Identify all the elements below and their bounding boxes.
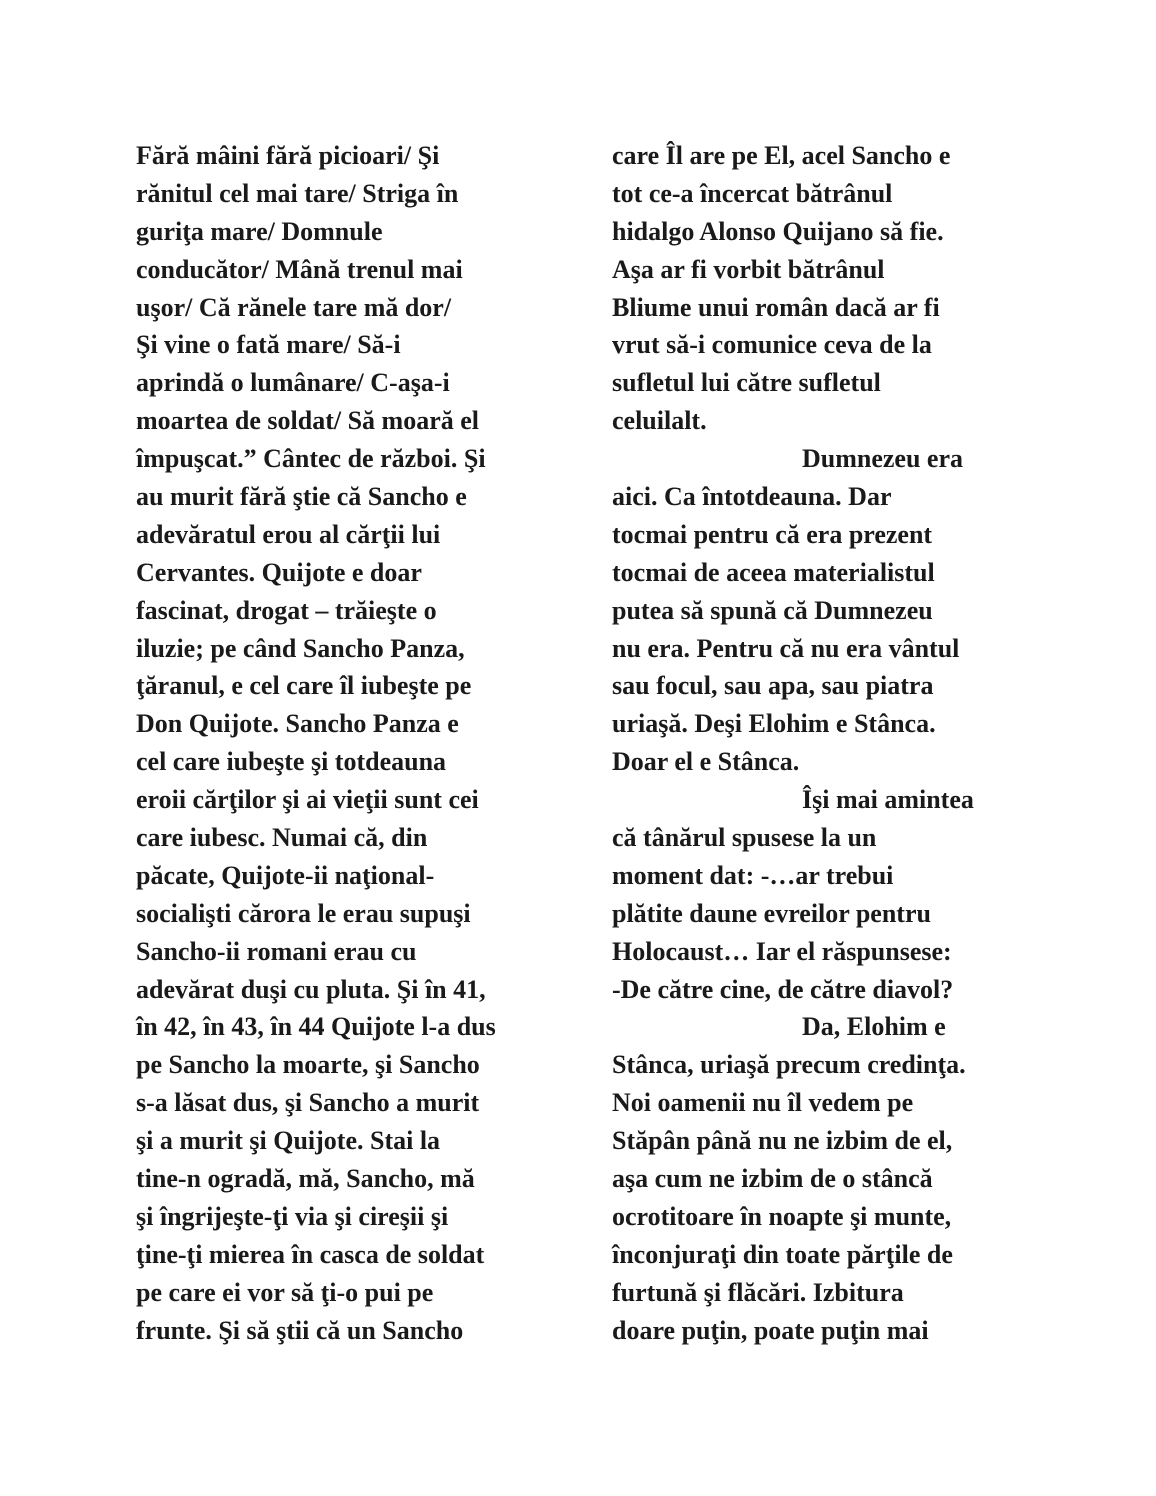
text-line: tocmai de aceea materialistul xyxy=(612,557,935,587)
text-line: Noi oamenii nu îl vedem pe xyxy=(612,1088,914,1118)
text-line: nu era. Pentru că nu era vântul xyxy=(612,633,960,663)
paragraph-start-line: Dumnezeu era xyxy=(802,444,964,474)
left-text-column xyxy=(136,137,556,1350)
text-line: adevăratul erou al cărţii lui xyxy=(136,519,441,549)
text-line: împuşcat.” Cântec de război. Şi xyxy=(136,444,486,474)
text-line: sau focul, sau apa, sau piatra xyxy=(612,671,934,701)
text-line: sufletul lui către sufletul xyxy=(612,368,881,398)
text-line: Sancho-ii romani erau cu xyxy=(136,936,417,966)
text-line: -De către cine, de către diavol? xyxy=(612,974,954,1004)
text-line: conducător/ Mână trenul mai xyxy=(136,254,463,284)
text-line: putea să spună că Dumnezeu xyxy=(612,595,933,625)
text-line: moment dat: -…ar trebui xyxy=(612,860,894,890)
text-line: aici. Ca întotdeauna. Dar xyxy=(612,482,892,512)
text-line: Holocaust… Iar el răspunsese: xyxy=(612,936,952,966)
text-line: aşa cum ne izbim de o stâncă xyxy=(612,1164,933,1194)
text-line: Don Quijote. Sancho Panza e xyxy=(136,709,459,739)
text-line: doare puţin, poate puţin mai xyxy=(612,1315,929,1345)
text-line: moartea de soldat/ Să moară el xyxy=(136,406,480,436)
text-line: care Îl are pe El, acel Sancho e xyxy=(612,141,951,170)
text-line: s-a lăsat dus, şi Sancho a murit xyxy=(136,1088,480,1118)
text-line: care iubesc. Numai că, din xyxy=(136,823,428,853)
text-line: ţine-ţi mierea în casca de soldat xyxy=(136,1239,485,1269)
right-text-column xyxy=(612,137,1032,1350)
text-line: adevărat duşi cu pluta. Şi în 41, xyxy=(136,974,486,1004)
text-line: Stânca, uriaşă precum credinţa. xyxy=(612,1050,966,1080)
text-line: Bliume unui român dacă ar fi xyxy=(612,292,940,322)
text-line: Aşa ar fi vorbit bătrânul xyxy=(612,254,885,284)
text-line: guriţa mare/ Domnule xyxy=(136,216,383,246)
text-line: au murit fără ştie că Sancho e xyxy=(136,482,467,512)
text-line: fascinat, drogat – trăieşte o xyxy=(136,595,437,625)
paragraph-start-line: Îşi mai amintea xyxy=(802,785,974,815)
text-line: şi îngrijeşte-ţi via şi cireşii şi xyxy=(136,1201,449,1231)
text-line: că tânărul spusese la un xyxy=(612,823,877,853)
text-line: rănitul cel mai tare/ Striga în xyxy=(136,178,459,208)
text-line: furtună şi flăcări. Izbitura xyxy=(612,1277,904,1307)
text-line: vrut să-i comunice ceva de la xyxy=(612,330,932,360)
text-line: celuilalt. xyxy=(612,406,707,436)
text-line: pe Sancho la moarte, şi Sancho xyxy=(136,1050,480,1080)
text-line: Cervantes. Quijote e doar xyxy=(136,557,422,587)
text-line: Stăpân până nu ne izbim de el, xyxy=(612,1126,953,1156)
text-line: Doar el e Stânca. xyxy=(612,747,800,777)
text-line: uriaşă. Deşi Elohim e Stânca. xyxy=(612,709,936,739)
text-line: în 42, în 43, în 44 Quijote l-a dus xyxy=(136,1012,496,1042)
text-line: aprindă o lumânare/ C-aşa-i xyxy=(136,368,450,398)
text-line: cel care iubeşte şi totdeauna xyxy=(136,747,447,777)
text-line: pe care ei vor să ţi-o pui pe xyxy=(136,1277,434,1307)
text-line: uşor/ Că rănele tare mă dor/ xyxy=(136,292,452,322)
text-line: înconjuraţi din toate părţile de xyxy=(612,1239,953,1269)
paragraph-start-line: Da, Elohim e xyxy=(802,1012,946,1042)
text-line: Şi vine o fată mare/ Să-i xyxy=(136,330,401,360)
text-line: păcate, Quijote-ii naţional- xyxy=(136,860,435,890)
text-line: hidalgo Alonso Quijano să fie. xyxy=(612,216,944,246)
text-line: şi a murit şi Quijote. Stai la xyxy=(136,1126,441,1156)
text-line: tocmai pentru că era prezent xyxy=(612,519,933,549)
text-line: tot ce-a încercat bătrânul xyxy=(612,178,893,208)
text-line: Fără mâini fără picioari/ Şi xyxy=(136,141,440,170)
text-line: eroii cărţilor şi ai vieţii sunt cei xyxy=(136,785,479,815)
text-line: iluzie; pe când Sancho Panza, xyxy=(136,633,465,663)
text-line: ţăranul, e cel care îl iubeşte pe xyxy=(136,671,472,701)
text-line: tine-n ogradă, mă, Sancho, mă xyxy=(136,1164,475,1194)
text-line: frunte. Şi să ştii că un Sancho xyxy=(136,1315,464,1345)
text-line: plătite daune evreilor pentru xyxy=(612,898,931,928)
text-line: socialişti cărora le erau supuşi xyxy=(136,898,471,928)
text-line: ocrotitoare în noapte şi munte, xyxy=(612,1201,952,1231)
